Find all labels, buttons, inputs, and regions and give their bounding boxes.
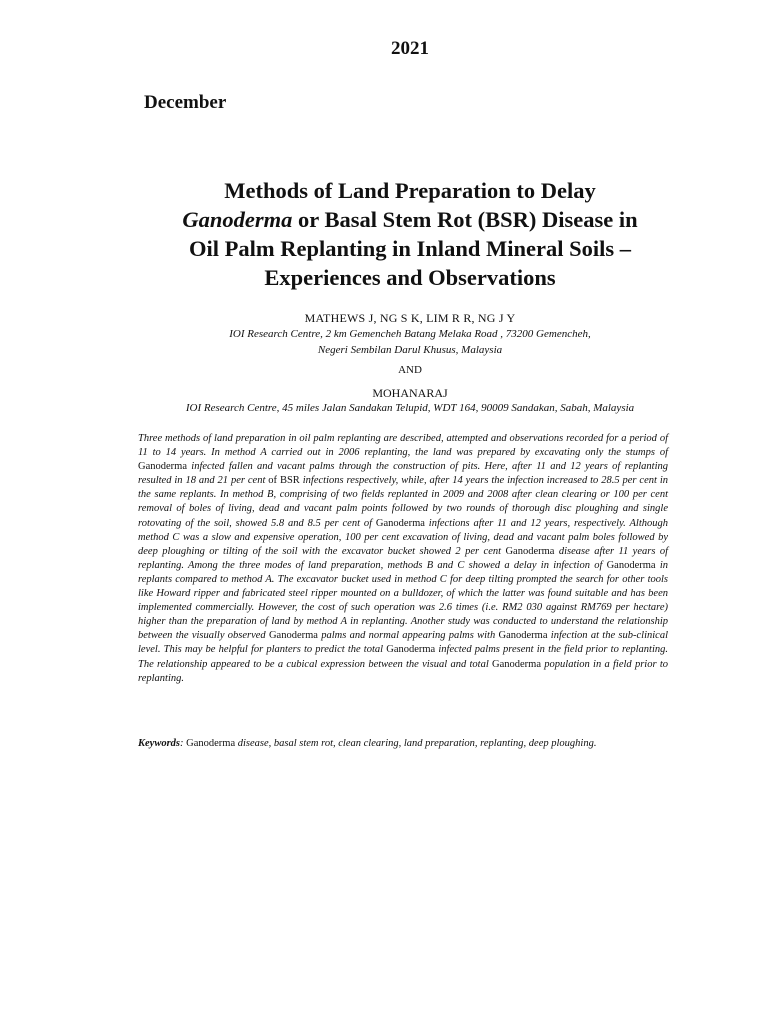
author-list-2: MOHANARAJ: [372, 386, 448, 400]
abstract-text: Three methods of land preparation in oil palm replanting are described, attempted and observations recorded for a period of 11 to 14 years. In method A carried out in 2006 replanting, the land was prepared by excavating only the stumps of: [138, 433, 668, 459]
keywords: [138, 738, 668, 749]
abstract-genus: Ganoderma: [492, 658, 541, 670]
title-line-3: Oil Palm Replanting in Inland Mineral Soils –: [189, 236, 631, 261]
abstract-text: population in a field prior to replanting.: [138, 658, 668, 684]
affiliation-1-line-2: Negeri Sembilan Darul Khusus, Malaysia: [317, 344, 503, 356]
affiliation-2: IOI Research Centre, 45 miles Jalan Sandakan Telupid, WDT 164, 90009 Sandakan, Sabah, Malaysia: [185, 402, 635, 414]
abstract-genus: Ganoderma: [268, 630, 318, 642]
title-genus: Ganoderma: [182, 207, 293, 232]
keywords-list: disease, basal stem rot, clean clearing, land preparation, replanting, deep ploughing.: [235, 738, 597, 749]
abstract-word-of: of: [268, 475, 278, 487]
publication-year: 2021: [391, 38, 429, 59]
keywords-label: Keywords: [138, 738, 180, 749]
abstract-text: infection at the sub-clinical level. This may be helpful for planters to predict the total: [138, 630, 668, 656]
abstract-text: infections respectively, while, after 14 years the infection increased to 28.5 per cent in the same replants. In method B, comprising of two fields replanted in 2009 and 2008 after clean clearing or 100 per cent removal of boles of living, dead and vacant palm points followed by two rounds of thorough disc ploughing and single rotovating of the soil, showed 5.8 and 8.5 per cent of: [138, 475, 668, 529]
title-line-2: [120, 205, 700, 234]
publication-month: December: [144, 92, 227, 113]
abstract-text: infected fallen and vacant palms through the construction of pits. Here, after 11 and 12 years of replanting resulted in 18 and 21 per cent: [138, 461, 668, 487]
affiliation-1: [120, 326, 700, 358]
title-line-4: Experiences and Observations: [264, 265, 556, 290]
abstract-text: palms and normal appearing palms with: [317, 630, 499, 642]
abstract-text: infected palms present in the field prior to replanting. The relationship appeared to be a cubical expression between the visual and total: [138, 644, 668, 670]
abstract-genus: Ganoderma: [138, 461, 187, 473]
affiliation-1-line-1: IOI Research Centre, 2 km Gemencheh Batang Melaka Road , 73200 Gemencheh,: [229, 328, 591, 340]
abstract-text: in replants compared to method A. The excavator bucket used in method C for deep tilting prompted the search for other tools like Howard ripper and fabricated steel ripper mounted on a bulldozer, of which the latter was found suitable and has been implemented commercially. However, the cost of such operation was 2.6 times (i.e. RM2 030 against RM769 per hectare) higher than the preparation of land by method A in replanting. Another study was conducted to understand the relationship between the visually observed: [138, 559, 668, 642]
title-line-2-rest: or Basal Stem Rot (BSR) Disease in: [292, 207, 638, 232]
abstract-genus: Ganoderma: [386, 644, 436, 656]
title-line-1: Methods of Land Preparation to Delay: [224, 178, 596, 203]
author-conjunction: AND: [398, 364, 422, 376]
author-list-1: MATHEWS J, NG S K, LIM R R, NG J Y: [304, 311, 516, 325]
abstract-genus: Ganoderma: [375, 517, 425, 529]
abstract: [138, 432, 668, 686]
abstract-text: infections after 11 and 12 years, respectively. Although method C was a slow and expensive operation, 100 per cent excavation of living, dead and vacant palm boles followed by deep ploughing or tilting of the soil with the excavator bucket showed 2 per cent: [138, 517, 668, 557]
abstract-acronym-bsr: BSR: [279, 475, 300, 487]
keywords-genus: Ganoderma: [186, 738, 236, 749]
keywords-colon: :: [180, 738, 187, 749]
abstract-genus: Ganoderma: [505, 545, 555, 557]
abstract-text: disease after 11 years of replanting. Among the three modes of land preparation, methods B and C showed a delay in infection of: [138, 545, 669, 571]
abstract-genus: Ganoderma: [498, 630, 548, 642]
paper-title: [120, 176, 700, 292]
abstract-genus: Ganoderma: [606, 559, 656, 571]
